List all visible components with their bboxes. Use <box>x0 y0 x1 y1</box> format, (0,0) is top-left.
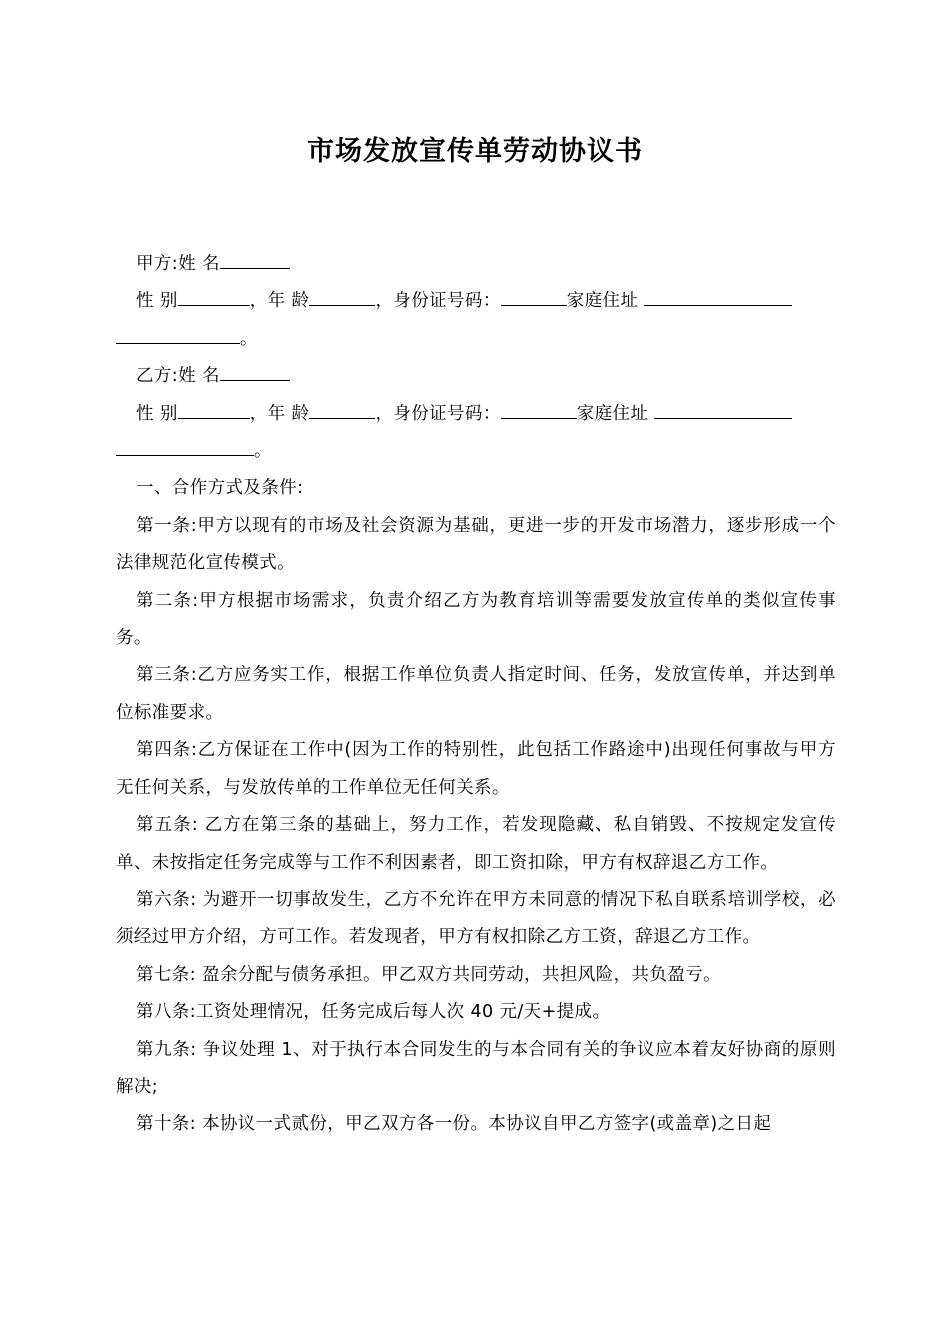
party-b-gender-blank <box>178 404 250 419</box>
article-2: 第二条:甲方根据市场需求，负责介绍乙方为教育培训等需要发放宣传单的类似宣传事务。 <box>116 590 836 649</box>
party-b-gender-label: 性 别 <box>136 403 178 424</box>
party-b-end-mark: 。 <box>254 441 272 462</box>
party-a-name-label: 甲方:姓 名 <box>136 254 220 274</box>
party-b-address-label: 家庭住址 <box>576 403 649 424</box>
article-10: 第十条: 本协议一式贰份，甲乙双方各一份。本协议自甲乙方签字(或盖章)之日起 <box>136 1114 772 1135</box>
party-b-age-blank <box>309 404 375 419</box>
party-b-name-line <box>116 358 836 395</box>
party-b-address-blank-2 <box>116 441 254 456</box>
party-b-name-label: 乙方:姓 名 <box>136 366 220 387</box>
party-a-end-mark: 。 <box>240 328 258 349</box>
party-a-gender-blank <box>178 291 250 306</box>
party-a-address-blank <box>644 291 792 306</box>
party-b-id-blank <box>501 404 577 419</box>
party-a-id-blank <box>501 291 567 306</box>
party-a-address-continuation <box>116 321 836 358</box>
party-b-address-blank <box>654 404 792 419</box>
party-a-name-line <box>116 246 836 283</box>
party-a-address-label: 家庭住址 <box>566 291 639 312</box>
party-a-address-blank-2 <box>116 329 240 344</box>
section-heading: 一、合作方式及条件: <box>136 478 304 499</box>
party-b-age-label: ，年 龄 <box>249 403 310 424</box>
party-b-id-label: ，身份证号码： <box>375 403 501 424</box>
article-6: 第六条: 为避开一切事故发生，乙方不允许在甲方未同意的情况下私自联系培训学校，必须经过甲方介绍，方可工作。若发现者，甲方有权扣除乙方工资，辞退乙方工作。 <box>116 889 836 948</box>
party-b-name-blank <box>220 366 290 381</box>
document-body <box>116 246 836 1144</box>
article-5: 第五条: 乙方在第三条的基础上，努力工作，若发现隐藏、私自销毁、不按规定发宣传单、未按指定任务完成等与工作不利因素者，即工资扣除，甲方有权辞退乙方工作。 <box>116 815 836 873</box>
article-9: 第九条: 争议处理 1、对于执行本合同发生的与本合同有关的争议应本着友好协商的原则解决; <box>116 1039 836 1097</box>
party-a-age-label: ，年 龄 <box>249 291 310 312</box>
party-b-address-continuation <box>116 433 836 470</box>
article-3: 第三条:乙方应务实工作，根据工作单位负责人指定时间、任务，发放宣传单，并达到单位标准要求。 <box>116 665 836 723</box>
party-a-id-label: ，身份证号码： <box>375 291 501 312</box>
document-title: 市场发放宣传单劳动协议书 <box>307 136 643 167</box>
party-a-gender-label: 性 别 <box>136 291 178 312</box>
party-b-details-line <box>116 396 836 433</box>
party-a-age-blank <box>309 291 375 306</box>
article-7: 第七条: 盈余分配与债务承担。甲乙双方共同劳动，共担风险，共负盈亏。 <box>136 964 722 985</box>
article-1: 第一条:甲方以现有的市场及社会资源为基础，更进一步的开发市场潜力，逐步形成一个法律规范化宣传模式。 <box>116 515 836 574</box>
article-8: 第八条:工资处理情况，任务完成后每人次 40 元/天+提成。 <box>136 1002 611 1023</box>
party-a-details-line <box>116 283 836 320</box>
article-4: 第四条:乙方保证在工作中(因为工作的特别性，此包括工作路途中)出现任何事故与甲方无任何关系，与发放传单的工作单位无任何关系。 <box>116 740 836 798</box>
party-a-name-blank <box>220 254 290 269</box>
